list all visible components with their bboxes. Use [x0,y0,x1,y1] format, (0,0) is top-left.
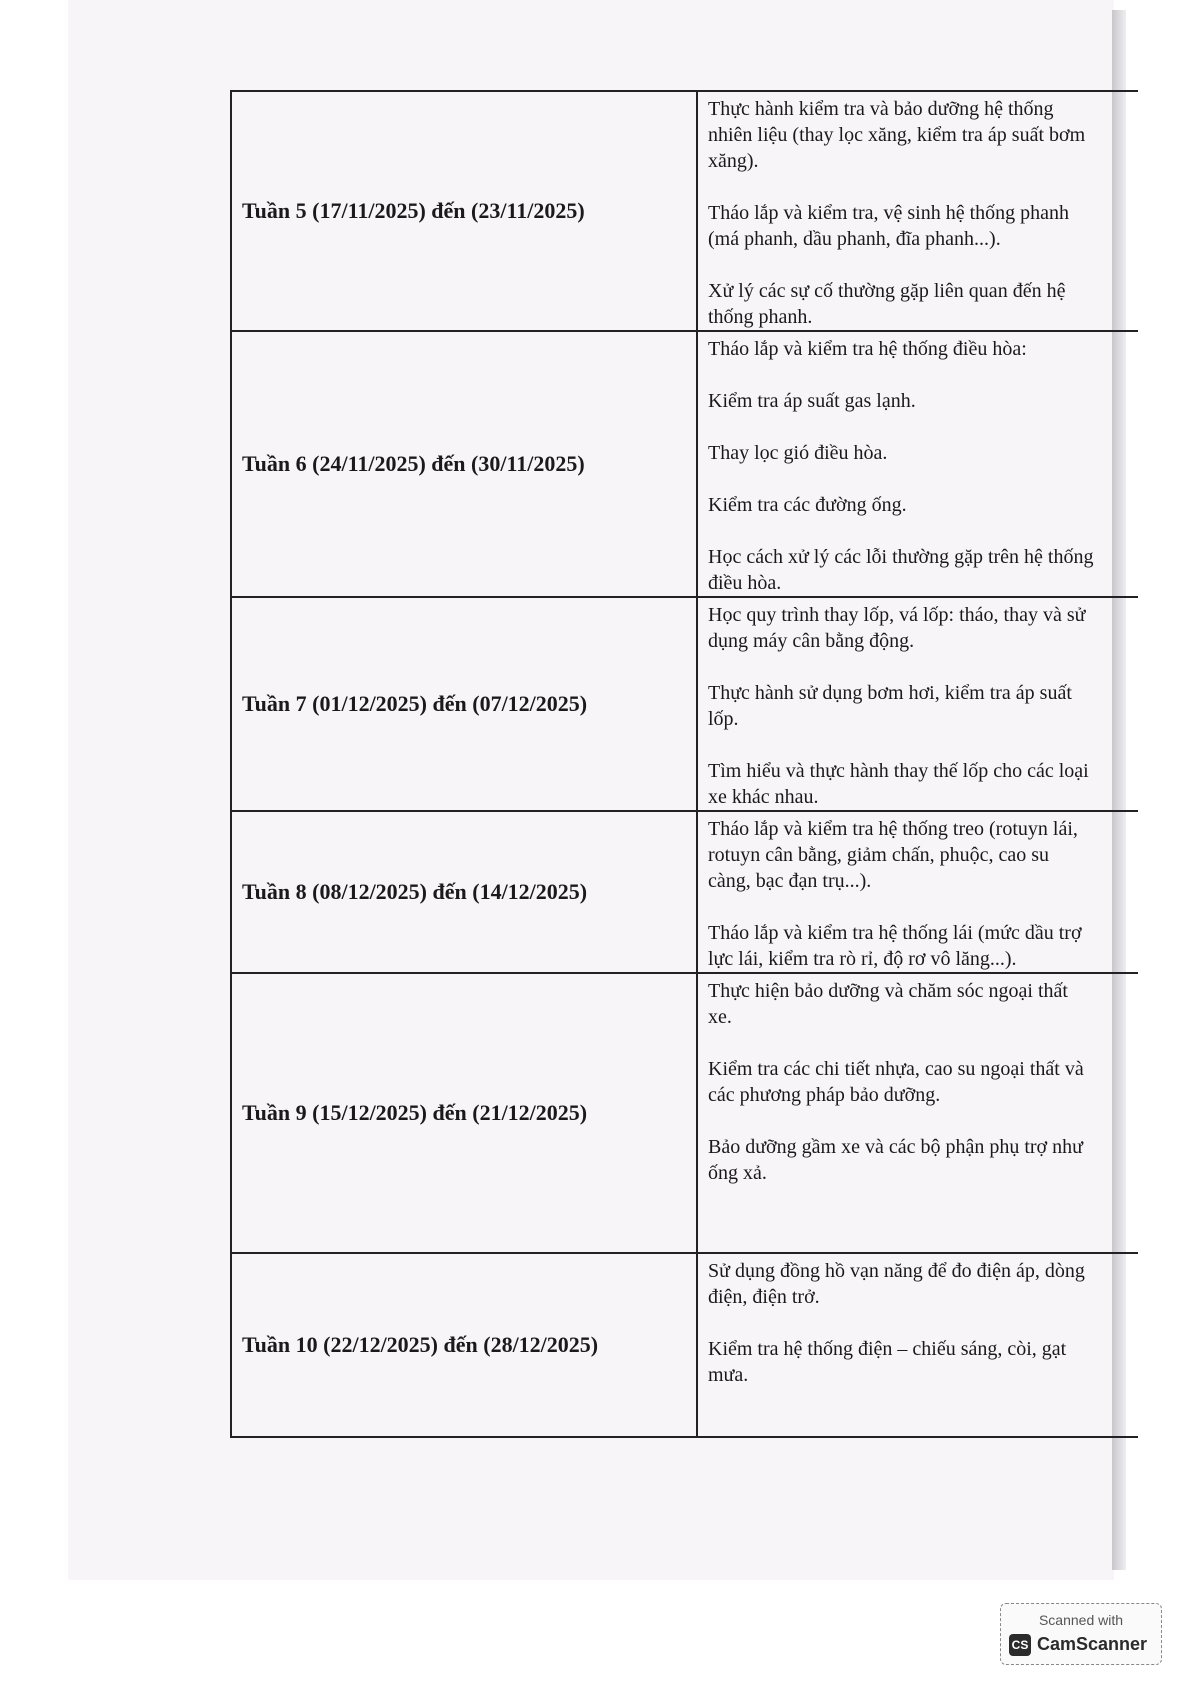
tasks-cell [697,331,1138,597]
task-item: Thực hành kiểm tra và bảo dưỡng hệ thống nhiên liệu (thay lọc xăng, kiểm tra áp suất bơm xăng). [708,98,1086,172]
watermark-brand: CamScanner [1037,1634,1148,1654]
watermark-caption: Scanned with [1038,1612,1124,1628]
task-item: Bảo dưỡng gầm xe và các bộ phận phụ trợ như ống xả. [708,1136,1083,1184]
task-item: Tìm hiểu và thực hành thay thế lốp cho các loại xe khác nhau. [708,760,1089,808]
camscanner-logo-icon: CS [1009,1634,1031,1656]
week-cell: Tuần 10 (22/12/2025) đến (28/12/2025) [231,1253,697,1437]
task-item: Học quy trình thay lốp, vá lốp: tháo, thay và sử dụng máy cân bằng động. [708,604,1086,652]
week-cell: Tuần 9 (15/12/2025) đến (21/12/2025) [231,973,697,1253]
task-item: Kiểm tra các đường ống. [708,494,907,516]
tasks-cell [697,597,1138,811]
table-row [231,597,1138,811]
table-row [231,973,1138,1253]
internship-schedule-table [230,90,1138,1438]
task-item: Tháo lắp và kiểm tra hệ thống điều hòa: [708,338,1027,360]
week-cell: Tuần 8 (08/12/2025) đến (14/12/2025) [231,811,697,973]
task-item: Kiểm tra áp suất gas lạnh. [708,390,916,412]
task-item: Kiểm tra các chi tiết nhựa, cao su ngoại thất và các phương pháp bảo dưỡng. [708,1058,1084,1106]
table-row [231,331,1138,597]
task-item: Sử dụng đồng hồ vạn năng để đo điện áp, dòng điện, điện trở. [708,1260,1085,1308]
task-item: Thực hiện bảo dưỡng và chăm sóc ngoại thất xe. [708,980,1068,1028]
camscanner-watermark [1000,1603,1162,1665]
table-row [231,1253,1138,1437]
week-cell: Tuần 7 (01/12/2025) đến (07/12/2025) [231,597,697,811]
task-item: Xử lý các sự cố thường gặp liên quan đến hệ thống phanh. [708,280,1066,328]
tasks-cell [697,973,1138,1253]
week-cell: Tuần 5 (17/11/2025) đến (23/11/2025) [231,91,697,331]
task-item: Tháo lắp và kiểm tra, vệ sinh hệ thống phanh (má phanh, dầu phanh, đĩa phanh...). [708,202,1070,250]
week-cell: Tuần 6 (24/11/2025) đến (30/11/2025) [231,331,697,597]
task-item: Tháo lắp và kiểm tra hệ thống lái (mức dầu trợ lực lái, kiểm tra rò rỉ, độ rơ vô lăng...). [708,922,1082,970]
task-item: Tháo lắp và kiểm tra hệ thống treo (rotuyn lái, rotuyn cân bằng, giảm chấn, phuộc, cao su càng, bạc đạn trụ...). [708,818,1078,892]
task-item: Thay lọc gió điều hòa. [708,442,888,464]
tasks-cell [697,811,1138,973]
tasks-cell [697,1253,1138,1437]
table-row [231,811,1138,973]
task-item: Kiểm tra hệ thống điện – chiếu sáng, còi, gạt mưa. [708,1338,1067,1386]
tasks-cell [697,91,1138,331]
task-item: Học cách xử lý các lỗi thường gặp trên hệ thống điều hòa. [708,546,1094,594]
task-item: Thực hành sử dụng bơm hơi, kiểm tra áp suất lốp. [708,682,1072,730]
table-row [231,91,1138,331]
